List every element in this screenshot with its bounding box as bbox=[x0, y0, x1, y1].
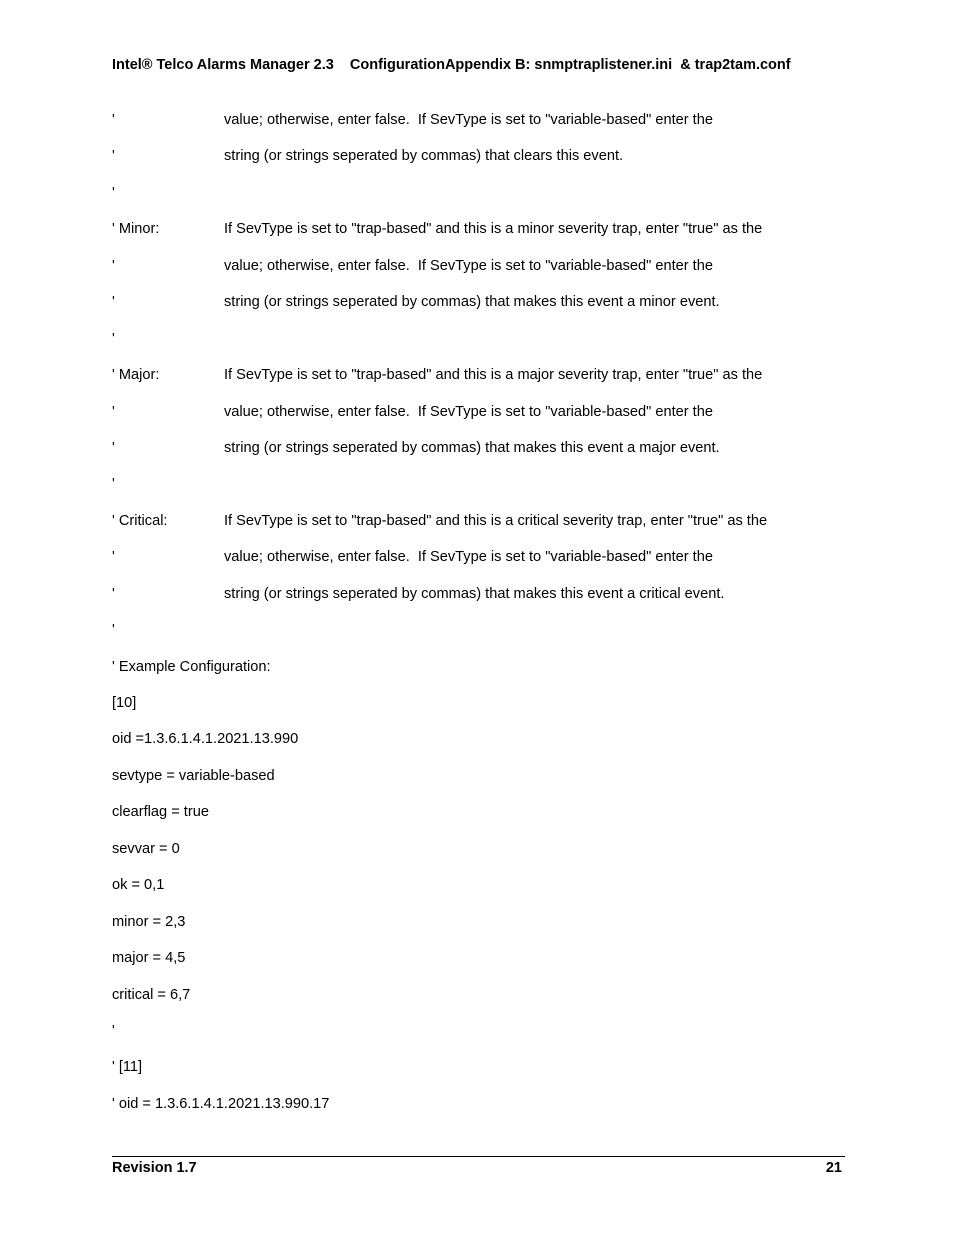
line-marker: critical = 6,7 bbox=[112, 986, 191, 1003]
line-marker: ' bbox=[112, 622, 115, 639]
line-marker: ' bbox=[112, 294, 115, 311]
text-line bbox=[112, 985, 852, 1021]
text-line bbox=[112, 1057, 852, 1093]
line-marker: ok = 0,1 bbox=[112, 877, 165, 894]
line-text: string (or strings seperated by commas) that makes this event a critical event. bbox=[224, 585, 725, 602]
line-text: If SevType is set to "trap-based" and this is a major severity trap, enter "true" as the bbox=[224, 367, 763, 384]
line-marker: sevtype = variable-based bbox=[112, 767, 275, 784]
line-marker: ' bbox=[112, 585, 115, 602]
text-line bbox=[112, 693, 852, 729]
line-marker: ' Major: bbox=[112, 367, 160, 384]
text-line bbox=[112, 1094, 852, 1130]
line-marker: [10] bbox=[112, 695, 137, 711]
line-marker: ' Minor: bbox=[112, 221, 160, 238]
text-line bbox=[112, 802, 852, 838]
text-line bbox=[112, 875, 852, 911]
text-line bbox=[112, 365, 852, 401]
text-line bbox=[112, 620, 852, 656]
page-header: Intel® Telco Alarms Manager 2.3 ConfigurationAppendix B: snmptraplistener.ini & trap2tam.conf bbox=[112, 57, 791, 73]
line-marker: ' bbox=[112, 257, 115, 274]
text-line bbox=[112, 256, 852, 292]
text-line bbox=[112, 292, 852, 328]
line-text: If SevType is set to "trap-based" and this is a minor severity trap, enter "true" as the bbox=[224, 221, 763, 238]
text-line bbox=[112, 146, 852, 182]
text-line bbox=[112, 657, 852, 693]
line-marker: ' bbox=[112, 549, 115, 566]
line-marker: clearflag = true bbox=[112, 804, 209, 821]
line-marker: ' bbox=[112, 184, 115, 201]
text-line bbox=[112, 110, 852, 146]
text-line bbox=[112, 438, 852, 474]
text-line bbox=[112, 1021, 852, 1057]
line-marker: ' [11] bbox=[112, 1059, 143, 1076]
line-marker: ' bbox=[112, 112, 115, 128]
text-line bbox=[112, 219, 852, 255]
line-text: string (or strings seperated by commas) that makes this event a minor event. bbox=[224, 294, 720, 311]
line-marker: ' Example Configuration: bbox=[112, 658, 271, 675]
line-text: value; otherwise, enter false. If SevType is set to "variable-based" enter the bbox=[224, 403, 713, 420]
line-marker: ' bbox=[112, 330, 115, 347]
line-marker: major = 4,5 bbox=[112, 950, 186, 967]
text-line bbox=[112, 547, 852, 583]
text-line bbox=[112, 839, 852, 875]
line-text: value; otherwise, enter false. If SevType is set to "variable-based" enter the bbox=[224, 549, 713, 566]
text-line bbox=[112, 511, 852, 547]
footer-divider bbox=[112, 1156, 845, 1157]
line-marker: ' Critical: bbox=[112, 512, 168, 529]
document-body bbox=[112, 110, 852, 1130]
text-line bbox=[112, 183, 852, 219]
line-marker: sevvar = 0 bbox=[112, 840, 180, 857]
line-text: value; otherwise, enter false. If SevType is set to "variable-based" enter the bbox=[224, 112, 713, 128]
line-marker: ' bbox=[112, 403, 115, 420]
line-text: string (or strings seperated by commas) that makes this event a major event. bbox=[224, 439, 720, 456]
text-line bbox=[112, 402, 852, 438]
line-text: string (or strings seperated by commas) that clears this event. bbox=[224, 148, 624, 165]
line-text: value; otherwise, enter false. If SevType is set to "variable-based" enter the bbox=[224, 257, 713, 274]
line-marker: ' bbox=[112, 148, 115, 165]
line-marker: ' oid = 1.3.6.1.4.1.2021.13.990.17 bbox=[112, 1095, 330, 1112]
line-marker: ' bbox=[112, 439, 115, 456]
text-line bbox=[112, 948, 852, 984]
line-marker: minor = 2,3 bbox=[112, 913, 186, 930]
text-line bbox=[112, 912, 852, 948]
text-line bbox=[112, 729, 852, 765]
text-line bbox=[112, 474, 852, 510]
page-number: 21 bbox=[825, 1160, 842, 1176]
line-text: If SevType is set to "trap-based" and this is a critical severity trap, enter "true" as the bbox=[224, 512, 768, 529]
text-line bbox=[112, 584, 852, 620]
line-marker: oid =1.3.6.1.4.1.2021.13.990 bbox=[112, 731, 299, 748]
text-line bbox=[112, 329, 852, 365]
line-marker: ' bbox=[112, 476, 115, 493]
text-line bbox=[112, 766, 852, 802]
line-marker: ' bbox=[112, 1022, 115, 1039]
revision-label: Revision 1.7 bbox=[112, 1160, 197, 1176]
